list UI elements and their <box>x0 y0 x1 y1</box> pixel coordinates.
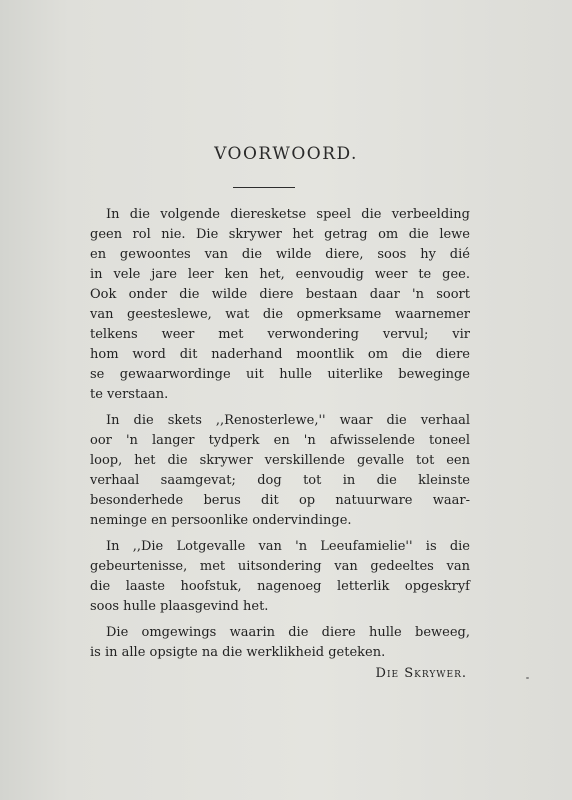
page-title: VOORWOORD. <box>214 144 358 164</box>
text-line: en gewoontes van die wilde diere, soos hy dié <box>90 247 470 262</box>
text-line: Ook onder die wilde diere bestaan daar 'n soort <box>90 287 470 302</box>
text-line: se gewaarwordinge uit hulle uiterlike beweginge <box>90 367 470 382</box>
text-line: Die omgewings waarin die diere hulle beweeg, <box>106 625 470 640</box>
text-line: van geesteslewe, wat die opmerksame waarnemer <box>90 307 470 322</box>
text-line: loop, het die skrywer verskillende gevalle tot een <box>90 453 470 468</box>
text-line: besonderhede berus dit op natuurware waar- <box>90 493 470 508</box>
text-line: oor 'n langer tydperk en 'n afwisselende toneel <box>90 433 470 448</box>
text-line: die laaste hoofstuk, nagenoeg letterlik opgeskryf <box>90 579 470 594</box>
paragraph-2 <box>90 411 470 531</box>
text-line: In ,,Die Lotgevalle van 'n Leeufamielie'' is die <box>106 539 470 554</box>
text-line: neminge en persoonlike ondervindinge. <box>90 513 352 528</box>
text-line: hom word dit naderhand moontlik om die diere <box>90 347 470 362</box>
text-line: verhaal saamgevat; dog tot in die kleinste <box>90 473 470 488</box>
paper-speck <box>526 677 529 679</box>
signature: Die Skrywer. <box>375 666 467 681</box>
paragraph-1 <box>90 205 470 405</box>
text-line: In die skets ,,Renosterlewe,'' waar die verhaal <box>106 413 470 428</box>
preface-body <box>90 205 470 663</box>
text-line: in vele jare leer ken het, eenvoudig weer te gee. <box>90 267 470 282</box>
text-line: te verstaan. <box>90 387 169 402</box>
text-line: is in alle opsigte na die werklikheid geteken. <box>90 645 386 660</box>
text-line: soos hulle plaasgevind het. <box>90 599 269 614</box>
text-line: geen rol nie. Die skrywer het getrag om die lewe <box>90 227 470 242</box>
paragraph-4 <box>90 623 470 663</box>
text-line: gebeurtenisse, met uitsondering van gedeeltes van <box>90 559 470 574</box>
title-rule <box>233 187 295 188</box>
text-line: telkens weer met verwondering vervul; vir <box>90 327 470 342</box>
text-line: In die volgende dieresketse speel die verbeelding <box>106 207 470 222</box>
paragraph-3 <box>90 537 470 617</box>
